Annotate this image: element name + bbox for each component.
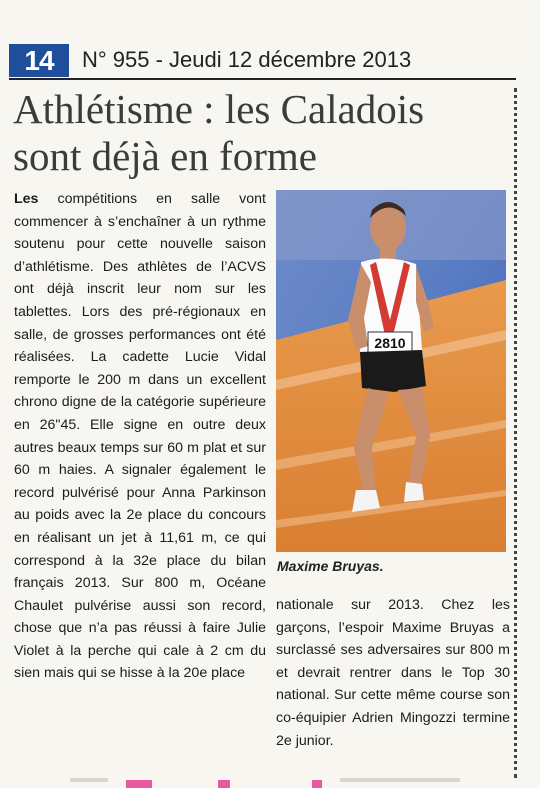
article-body-column-2: nationale sur 2013. Chez les garçons, l’espoir Maxime Bruyas a surclassé ses adversaires sur 800 m et devrait rentrer dans le Top 30 national. Sur cette même course son co-équipier Adrien Mingozzi termine 2e junior. [276,597,510,749]
article-body-column-1 [14,188,266,685]
next-article-cutoff [10,774,500,788]
header-rule [9,78,516,80]
bib-number: 2810 [374,335,406,351]
photo-caption: Maxime Bruyas. [277,558,384,574]
athlete-photo [276,190,506,552]
body-text-1: compétitions en salle vont commencer à s’enchaîner à un rythme soutenu pour cette nouvelle saison d’athlétisme. Des athlètes de l’ACVS ont déjà inscrit leur nom sur les tablettes. Lors des pré-régionaux en salle, de grosses performances ont été réalisées. La cadette Lucie Vidal remporte le 200 m dans un excellent chrono digne de la catégorie supérieure en 26"45. Elle signe en outre deux autres beaux temps sur 60 m plat et sur 60 m haies. A signaler également le record pulvérisé pour Anna Parkinson au poids avec la 2e place du concours en réalisant un jet à 11,61 m, ce qui correspond à la 32e place du bilan français 2013. Sur 800 m, Océane Chaulet pulvérise aussi son record, chose que n’a pas réussi à faire Julie Violet à la perche qui cale à 2 cm du sien mais qui se hisse à la 20e place [14,191,266,682]
issue-date-line: N° 955 - Jeudi 12 décembre 2013 [82,47,412,72]
article-headline: Athlétisme : les Caladois sont déjà en forme [13,86,425,179]
page-number-badge: 14 [9,44,69,77]
column-divider [514,88,517,778]
lead-word: Les [14,191,39,207]
